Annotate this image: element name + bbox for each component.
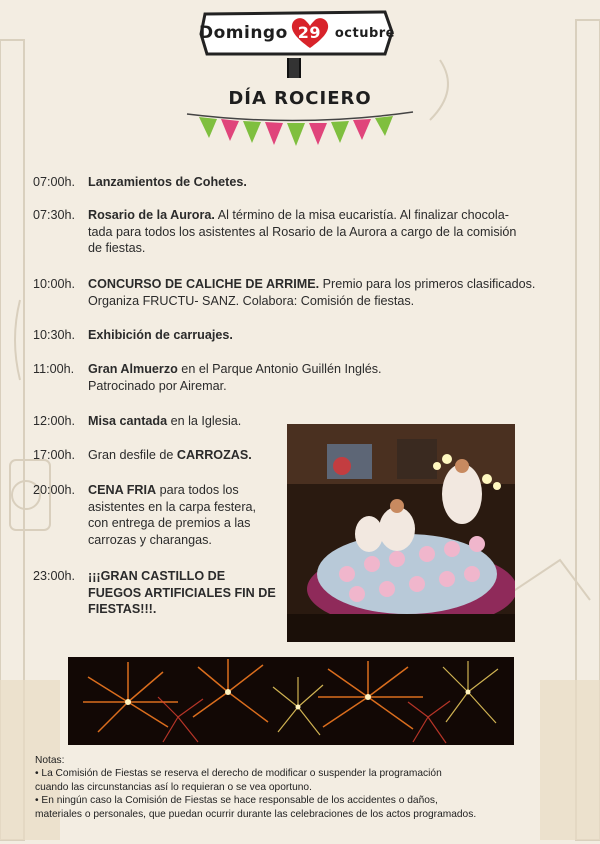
note-line: cuando las circunstancias así lo requieran o se vea oportuno.	[35, 781, 312, 793]
event-time: 11:00h.	[33, 362, 75, 376]
page-title: DÍA ROCIERO	[228, 88, 372, 109]
event-time: 07:00h.	[33, 175, 76, 189]
note-line: • La Comisión de Fiestas se reserva el derecho de modificar o suspender la programación	[35, 768, 442, 780]
event-title: CENA FRIA	[88, 483, 157, 497]
day-number: 29	[297, 22, 321, 42]
event-text: en el Parque Antonio Guillén Inglés.	[177, 362, 382, 376]
event-text: Al término de la misa eucaristía. Al finalizar chocola-	[214, 208, 509, 222]
sign-post	[287, 58, 301, 78]
event-title: ¡¡¡GRAN CASTILLO DE	[88, 569, 226, 583]
event-text: Organiza FRUCTU- SANZ. Colabora: Comisión de fiestas.	[88, 293, 415, 308]
bunting-flags-icon	[185, 108, 415, 154]
notes-heading: Notas:	[35, 755, 65, 766]
event-item	[33, 174, 247, 191]
event-time: 07:30h.	[33, 208, 76, 222]
event-text: Gran desfile de	[88, 448, 177, 462]
event-text: asistentes en la carpa festera,	[88, 499, 257, 514]
heart-icon	[290, 17, 329, 49]
event-title: Rosario de la Aurora.	[88, 208, 215, 222]
event-title: Exhibición de carruajes.	[88, 328, 233, 342]
event-time: 20:00h.	[33, 483, 76, 497]
event-item	[33, 361, 382, 394]
event-time: 10:30h.	[33, 328, 76, 342]
event-text: Premio para los primeros clasificados.	[319, 277, 536, 291]
date-sign	[199, 8, 395, 58]
parade-float-photo	[287, 424, 515, 642]
event-text: Patrocinado por Airemar.	[88, 378, 227, 393]
event-item	[33, 482, 256, 548]
event-item	[33, 207, 516, 257]
event-title: Lanzamientos de Cohetes.	[88, 175, 247, 189]
event-text: carrozas y charangas.	[88, 532, 212, 547]
month-word: octubre	[334, 25, 395, 41]
notes-section	[35, 754, 565, 821]
event-item	[33, 413, 241, 430]
event-time: 12:00h.	[33, 414, 76, 428]
note-line: • En ningún caso la Comisión de Fiestas se hace responsable de los accidentes o daños,	[35, 795, 438, 807]
event-time: 17:00h.	[33, 448, 76, 462]
event-text: de fiestas.	[88, 241, 146, 255]
event-item	[33, 447, 252, 464]
event-text: en la Iglesia.	[167, 414, 242, 428]
event-text: con entrega de premios a las	[88, 516, 251, 530]
event-title: CONCURSO DE CALICHE DE ARRIME.	[88, 277, 320, 291]
event-text: para todos los	[156, 483, 239, 497]
event-item	[33, 276, 535, 309]
event-text: tada para todos los asistentes al Rosario de la Aurora a cargo de la comisión	[88, 224, 517, 239]
event-title: FIESTAS!!!.	[88, 602, 157, 616]
event-title: FUEGOS ARTIFICIALES FIN DE	[88, 585, 276, 600]
event-item	[33, 568, 276, 618]
event-title: Misa cantada	[88, 414, 168, 428]
fireworks-photo	[68, 657, 514, 745]
event-time: 23:00h.	[33, 569, 76, 583]
event-title: CARROZAS.	[176, 448, 252, 462]
day-word: Domingo	[199, 23, 288, 43]
note-line: materiales o personales, que puedan ocurrir durante las celebraciones de los actos programados.	[35, 808, 477, 820]
event-time: 10:00h.	[33, 277, 76, 291]
event-title: Gran Almuerzo	[88, 362, 178, 376]
event-item	[33, 327, 233, 344]
